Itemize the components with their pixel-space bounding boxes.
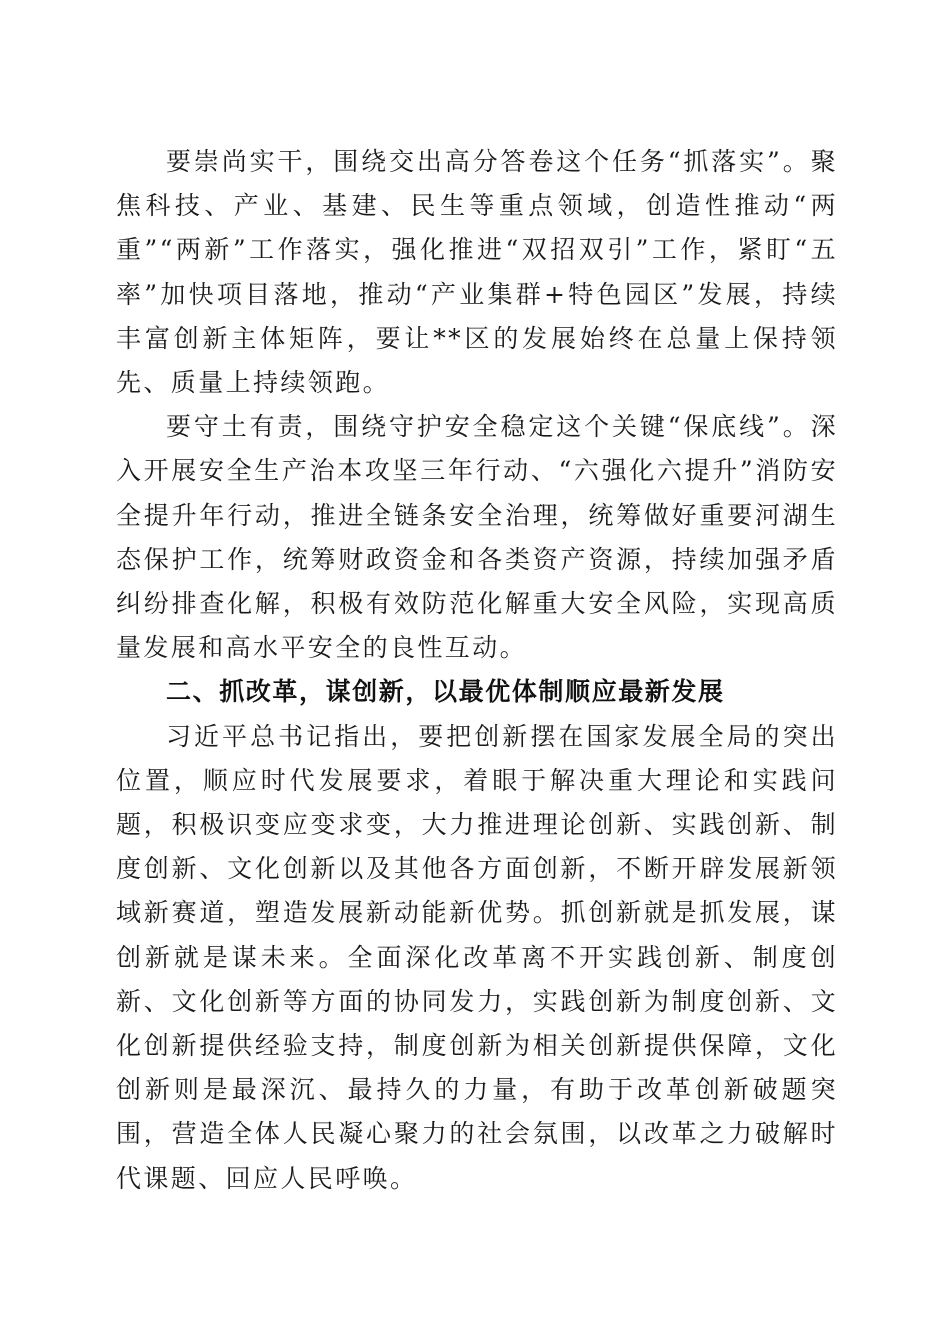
paragraph-safety-bottom-line: 要守土有责，围绕守护安全稳定这个关键“保底线”。深入开展安全生产治本攻坚三年行动、“六强化六提升”消防安全提升年行动，推进全链条安全治理，统筹做好重要河湖生态保护工作，统筹财政资金和各类资产资源，持续加强矛盾纠纷排查化解，积极有效防范化解重大安全风险，实现高质量发展和高水平安全的良性互动。 [116,412,838,663]
paragraph-innovation: 习近平总书记指出，要把创新摆在国家发展全局的突出位置，顺应时代发展要求，着眼于解决重大理论和实践问题，积极识变应变求变，大力推进理论创新、实践创新、制度创新、文化创新以及其他各方面创新，不断开辟发展新领域新赛道，塑造发展新动能新优势。抓创新就是抓发展，谋创新就是谋未来。全面深化改革离不开实践创新、制度创新、文化创新等方面的协同发力，实践创新为制度创新、文化创新提供经验支持，制度创新为相关创新提供保障，文化创新则是最深沉、最持久的力量，有助于改革创新破题突围，营造全体人民凝心聚力的社会氛围，以改革之力破解时代课题、回应人民呼唤。 [116,721,838,1193]
document-body [116,140,838,1201]
section-heading-reform-innovation: 二、抓改革，谋创新，以最优体制顺应最新发展 [166,677,725,707]
paragraph-practical-work: 要崇尚实干，围绕交出高分答卷这个任务“抓落实”。聚焦科技、产业、基建、民生等重点领域，创造性推动“两重”“两新”工作落实，强化推进“双招双引”工作，紧盯“五率”加快项目落地，推动“产业集群+特色园区”发展，持续丰富创新主体矩阵，要让**区的发展始终在总量上保持领先、质量上持续领跑。 [116,147,838,398]
